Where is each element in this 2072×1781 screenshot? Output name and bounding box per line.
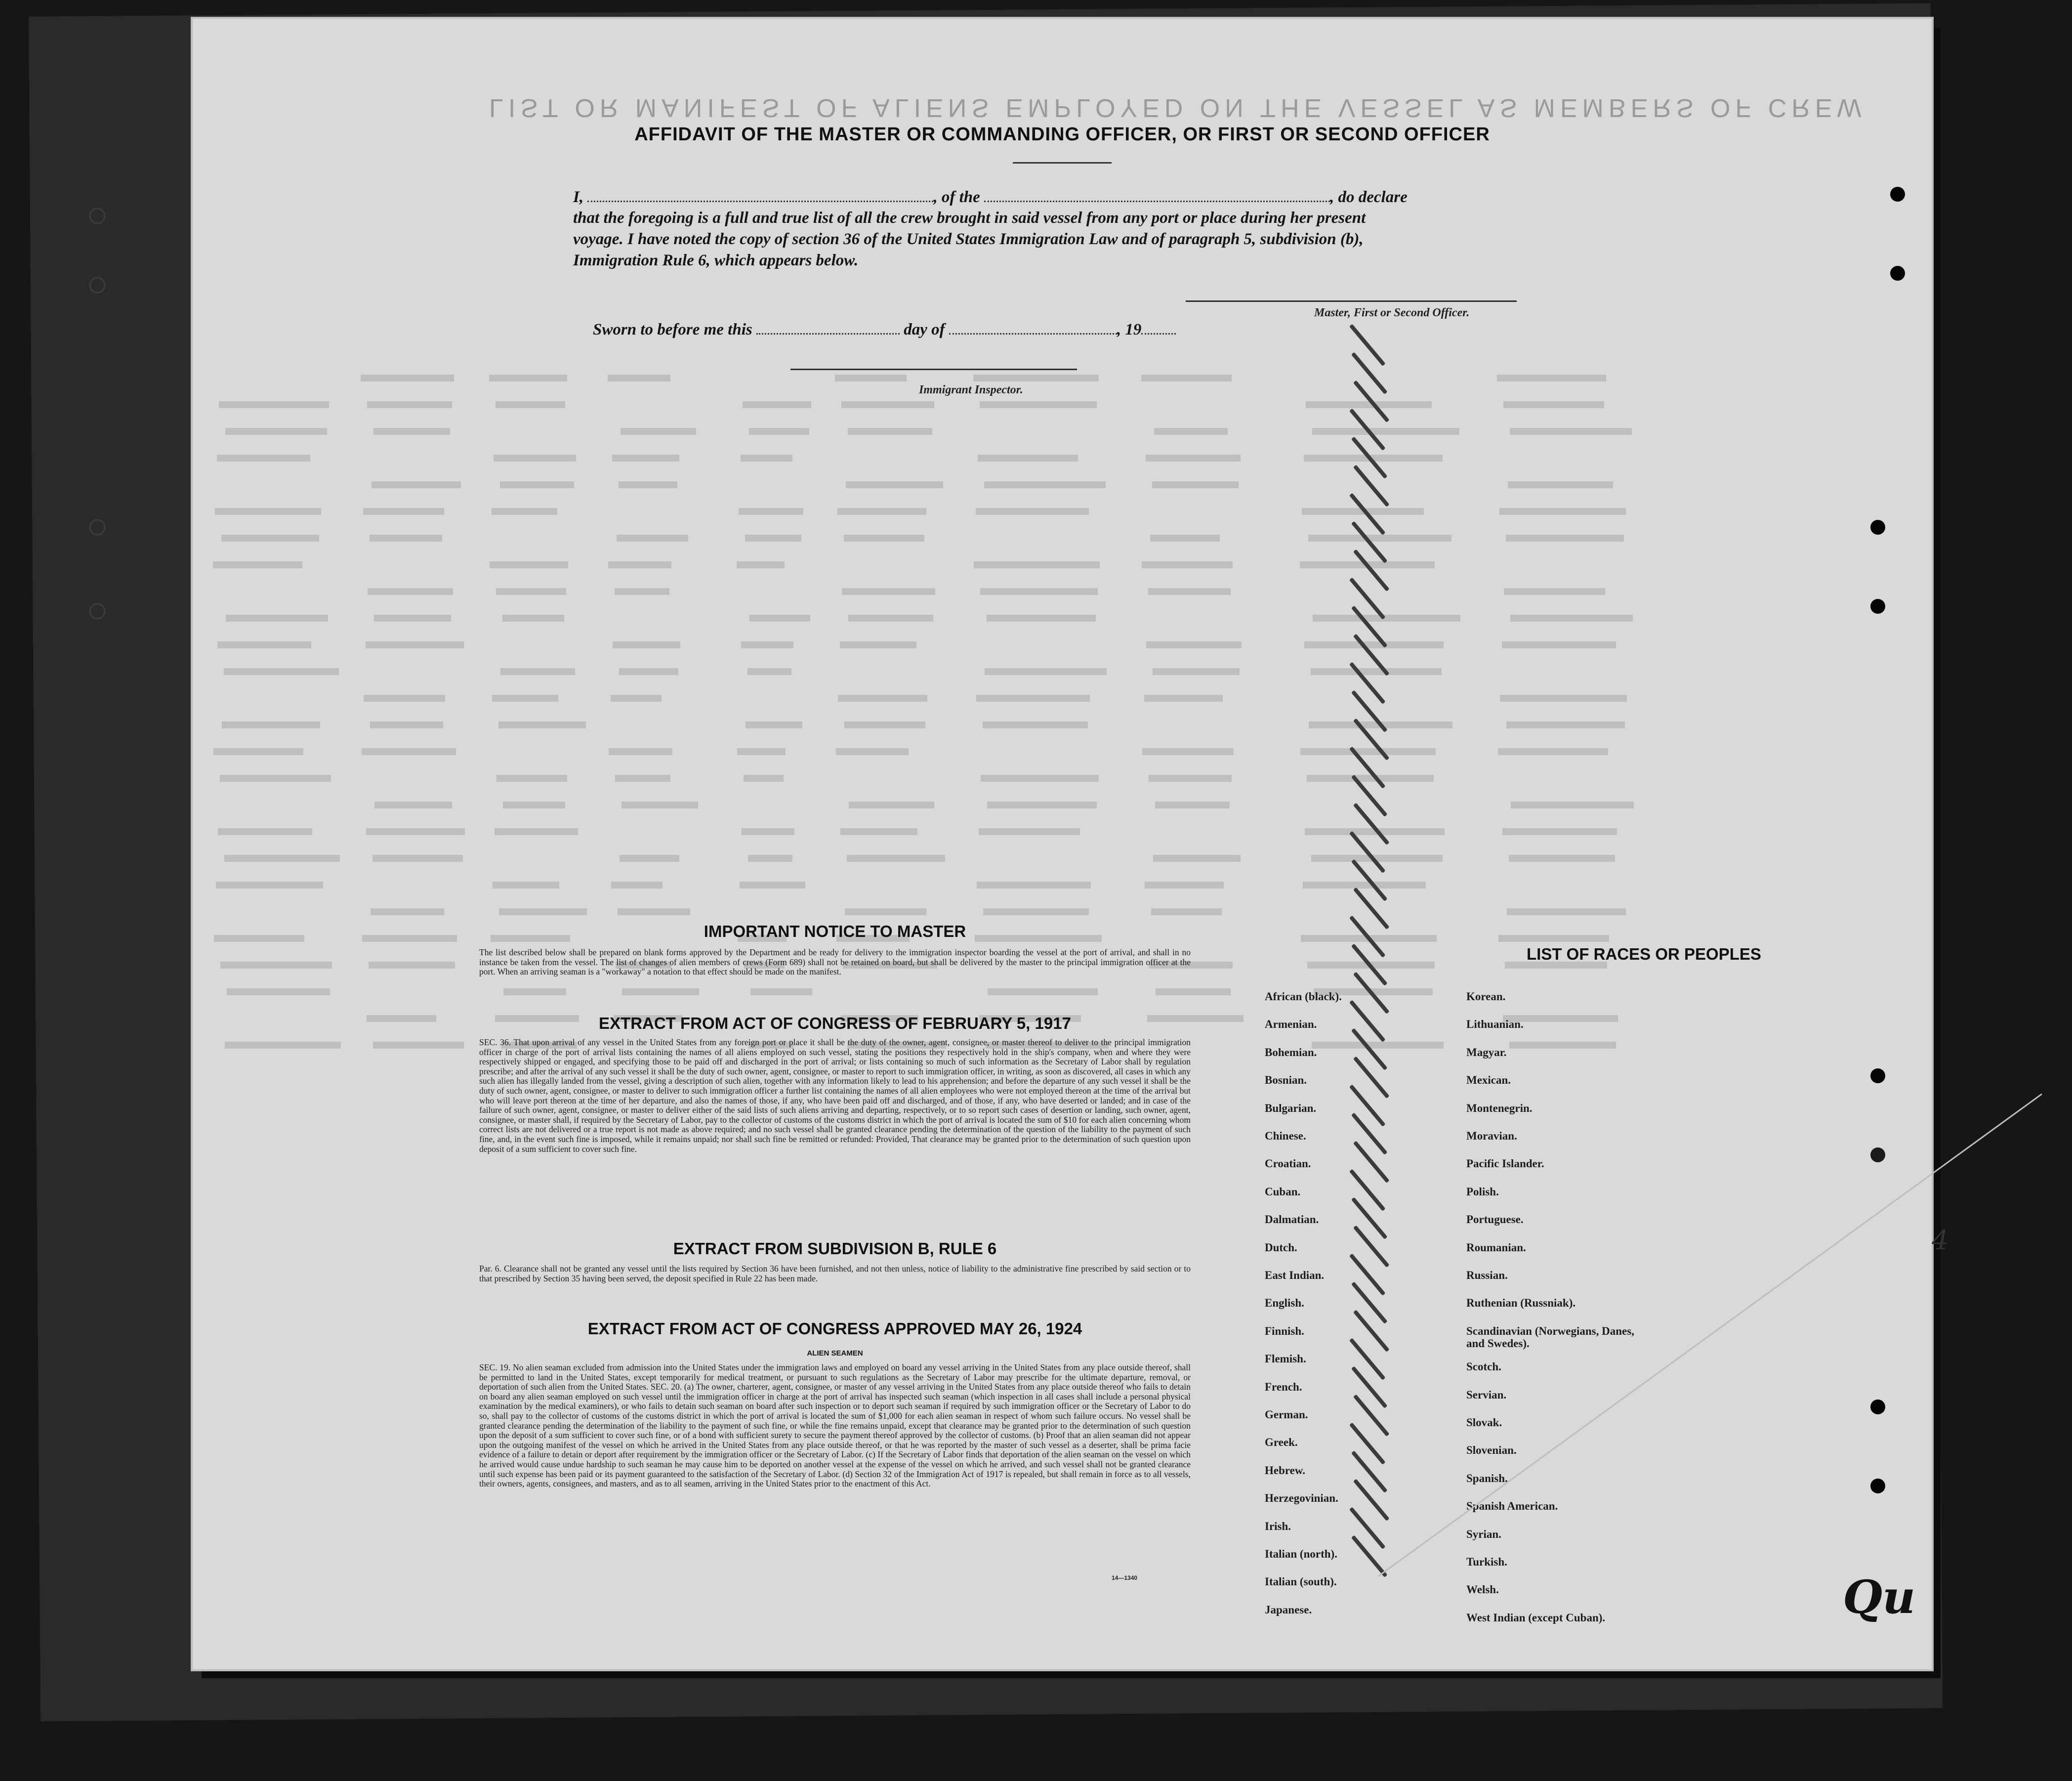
punch-hole <box>1870 1147 1885 1162</box>
under-page-ring <box>89 277 106 294</box>
bleed-mark <box>499 908 587 915</box>
bleed-mark <box>371 908 444 915</box>
bleed-mark <box>981 775 1099 782</box>
race-item: Chinese. <box>1265 1130 1306 1142</box>
punch-hole <box>1870 1399 1885 1414</box>
bleed-mark <box>503 988 566 995</box>
bleed-mark <box>497 775 567 782</box>
race-item: French. <box>1265 1380 1302 1393</box>
bleed-mark <box>976 508 1089 515</box>
bleed-mark <box>974 561 1100 568</box>
bleed-mark <box>489 375 567 382</box>
extract-1924-title: EXTRACT FROM ACT OF CONGRESS APPROVED MAY 26, 1924 <box>587 1319 1082 1338</box>
master-caption: Master, First or Second Officer. <box>1314 306 1470 319</box>
bleed-mark <box>842 588 935 595</box>
bleed-mark <box>370 535 442 542</box>
bleed-mark <box>362 935 457 942</box>
bleed-mark <box>217 455 310 462</box>
bleed-mark <box>1146 641 1242 648</box>
race-item: Bulgarian. <box>1265 1102 1317 1114</box>
race-item: Herzegovinian. <box>1265 1492 1338 1505</box>
bleed-mark <box>496 588 566 595</box>
extract-1917-title: EXTRACT FROM ACT OF CONGRESS OF FEBRUARY 5, 1917 <box>599 1014 1071 1032</box>
bleed-mark <box>741 455 792 462</box>
bleed-mark <box>745 535 801 542</box>
bleed-mark <box>216 882 323 889</box>
sworn-day-blank[interactable] <box>756 319 900 335</box>
affidavit-i: I, <box>573 188 584 206</box>
extract-rule6-body: Par. 6. Clearance shall not be granted any vessel until the lists required by Section 36 have been furnished, and not then unless, notice of liability to the administrative fine prescribed by said section or to that prescribed by Section 35 having been served, the deposit specified in Rule 22 has been made. <box>479 1264 1191 1283</box>
affidavit-title: AFFIDAVIT OF THE MASTER OR COMMANDING OFFICER, OR FIRST OR SECOND OFFICER <box>634 124 1490 145</box>
bleed-mark <box>980 588 1098 595</box>
bleed-mark <box>366 828 465 835</box>
bleed-mark <box>1308 535 1451 542</box>
race-item: Greek. <box>1265 1436 1298 1449</box>
bleed-mark <box>980 401 1097 408</box>
tick-mark <box>1351 859 1388 901</box>
bleed-mark <box>1156 988 1231 995</box>
bleed-mark <box>1499 508 1626 515</box>
notice-title: IMPORTANT NOTICE TO MASTER <box>704 922 966 940</box>
bleed-mark <box>976 695 1090 702</box>
bleed-mark <box>503 802 565 808</box>
punch-hole <box>1890 266 1905 281</box>
race-item: Italian (north). <box>1265 1548 1337 1560</box>
bleed-mark <box>849 802 934 808</box>
sworn-month-blank[interactable] <box>949 319 1117 335</box>
bleed-mark <box>226 615 328 622</box>
bleed-mark <box>492 695 558 702</box>
bleed-mark <box>744 775 784 782</box>
punch-hole <box>1870 520 1885 535</box>
bleed-mark <box>978 455 1078 462</box>
bleed-mark <box>225 1042 341 1049</box>
tick-mark <box>1351 521 1388 563</box>
tick-mark <box>1351 1535 1388 1577</box>
race-item: Bosnian. <box>1265 1074 1307 1087</box>
bleed-mark <box>608 375 670 382</box>
bleed-mark <box>608 561 671 568</box>
race-item: Lithuanian. <box>1466 1018 1524 1031</box>
bleed-mark <box>1142 748 1234 755</box>
affidavit-do-declare: , do declare <box>1330 188 1408 206</box>
punch-hole <box>1870 1479 1885 1493</box>
bleed-mark <box>363 508 444 515</box>
tick-mark <box>1351 1028 1388 1070</box>
bleed-mark <box>987 802 1097 808</box>
race-item: Roumanian. <box>1466 1241 1526 1254</box>
bleed-mark <box>615 775 670 782</box>
tick-mark <box>1351 1281 1388 1324</box>
bleed-mark <box>1504 588 1605 595</box>
bleed-mark <box>1497 375 1606 382</box>
bleed-mark <box>838 695 927 702</box>
margin-mark: 4 <box>1932 1225 1949 1256</box>
bleed-mark <box>221 535 319 542</box>
bleed-mark <box>844 721 925 728</box>
race-item: Portuguese. <box>1466 1213 1524 1226</box>
bleed-mark <box>373 1042 464 1049</box>
bleed-mark <box>374 615 451 622</box>
tick-mark <box>1349 324 1386 366</box>
bleed-mark <box>1151 908 1222 915</box>
race-item: Cuban. <box>1265 1185 1301 1198</box>
tick-mark <box>1351 1450 1388 1493</box>
sworn-prefix: Sworn to before me this <box>593 321 752 339</box>
bleed-mark <box>741 641 793 648</box>
bleed-mark <box>492 508 557 515</box>
bleed-mark <box>1304 641 1444 648</box>
bleed-mark <box>840 828 917 835</box>
manifest-sheet <box>193 19 1949 1669</box>
race-item: Mexican. <box>1466 1074 1511 1087</box>
race-item: English. <box>1265 1297 1304 1310</box>
bleed-mark <box>1306 401 1432 408</box>
bleed-mark <box>502 615 564 622</box>
notice-body: The list described below shall be prepared on blank forms approved by the Department and be ready for delivery to the immigration inspector boarding the vessel at the port of arrival, and shall in no instance be taken from the vessel. The list of changes of alien members of crews (Form 689) shall not be retained on board, but shall be delivered by the master to the principal immigration officer at the port. When an arriving seaman is a "workaway" a notation to that effect should be made on the manifest. <box>479 947 1191 977</box>
bleed-mark <box>837 508 926 515</box>
bleed-mark <box>742 828 794 835</box>
extract-1917-body: SEC. 36. That upon arrival of any vessel in the United States from any foreign port or place it shall be the duty of the owner, agent, consignee, or master thereof to deliver to the principal immigration officer in charge of the port of arrival lists containing the names of all aliens employed on such vessel, stating the positions they respectively hold in the ship's company, when and where they were respectively shipped or engaged, and specifying those to be paid off and discharged in the port of arrival; or lists containing so much of such information as the Secretary of Labor shall by regulation prescribe; and after the arrival of any such vessel it shall be the duty of such owner, agent, consignee, or master to report to such immigration officer, in writing, as soon as discovered, all cases in which any such alien has illegally landed from the vessel, giving a description of such alien, together with any information likely to lead to his apprehension; and before the departure of any such vessel it shall be the duty of such owner, agent, consignee, or master to deliver to such immigration officer a further list containing the names of all alien employees who were not employed thereon at the time of the arrival but who will leave port thereon at the time of her departure, and also the names of those, if any, who have been paid off and discharged, and of those, if any, who have deserted or landed; and in case of the failure of such owner, agent, consignee, or master to deliver either of the said lists of such aliens arriving and departing, respectively, or to so report such cases of desertion or landing, such owner, agent, consignee, or master shall, if required by the Secretary of Labor, pay to the collector of customs of the customs district in which the port of arrival is located the sum of $10 for each alien concerning whom correct lists are not delivered or a true report is not made as above required; and no such vessel shall be granted clearance pending the determination of the question of the liability to the payment of such fine, and, in the event such fine is imposed, while it remains unpaid; nor shall such fine be remitted or refunded: Provided, That clearance may be granted prior to the determination of such question upon deposit of a sum sufficient to cover such fine. <box>479 1037 1191 1154</box>
race-item: Magyar. <box>1466 1046 1507 1059</box>
bleed-mark <box>1503 401 1604 408</box>
bleed-mark <box>750 988 812 995</box>
race-item: Montenegrin. <box>1466 1102 1533 1114</box>
bleed-mark <box>215 508 321 515</box>
bleed-mark <box>611 882 663 889</box>
bleed-mark <box>749 428 809 435</box>
bleed-mark <box>749 615 810 622</box>
race-item: Spanish American. <box>1466 1500 1558 1513</box>
bleed-mark <box>835 375 907 382</box>
bleed-mark <box>213 748 303 755</box>
race-item: Polish. <box>1466 1185 1499 1198</box>
race-item: Syrian. <box>1466 1527 1501 1540</box>
bleed-mark <box>844 535 924 542</box>
bleed-mark <box>836 748 909 755</box>
bleed-mark <box>225 428 327 435</box>
race-item: Scotch. <box>1466 1360 1501 1373</box>
bleed-mark <box>1152 481 1239 488</box>
bleed-mark <box>845 908 926 915</box>
bleed-mark <box>618 908 690 915</box>
bleed-mark <box>619 481 677 488</box>
bleed-mark <box>979 828 1080 835</box>
bleed-mark <box>361 375 454 382</box>
bleed-mark <box>219 401 329 408</box>
race-item: Ruthenian (Russniak). <box>1466 1297 1576 1310</box>
bleed-mark <box>848 428 932 435</box>
bleed-mark <box>214 935 304 942</box>
bleed-mark <box>368 588 453 595</box>
race-item: Armenian. <box>1265 1018 1317 1031</box>
bleed-mark <box>1506 721 1625 728</box>
bleed-mark <box>743 401 811 408</box>
bleed-mark <box>1300 748 1436 755</box>
races-title: LIST OF RACES OR PEOPLES <box>1527 945 1761 963</box>
race-item: Servian. <box>1466 1388 1507 1401</box>
bleed-mark <box>362 748 456 755</box>
bleed-mark <box>619 668 678 675</box>
race-item: Croatian. <box>1265 1157 1311 1170</box>
sworn-year: , 19 <box>1117 321 1142 339</box>
bleed-mark <box>846 481 943 488</box>
race-item: Irish. <box>1265 1520 1291 1532</box>
sworn-day-of: day of <box>904 321 945 339</box>
bleed-mark <box>613 641 680 648</box>
bleed-mark <box>495 828 578 835</box>
bleed-mark <box>620 855 679 862</box>
bleed-mark <box>227 988 330 995</box>
bleed-mark <box>747 668 791 675</box>
bleed-mark <box>622 988 699 995</box>
bleed-mark <box>739 508 803 515</box>
inspector-caption: Immigrant Inspector. <box>919 383 1023 396</box>
bleed-mark <box>1506 535 1624 542</box>
bleed-mark <box>1510 428 1632 435</box>
bleed-mark <box>493 882 559 889</box>
bleed-mark <box>737 561 785 568</box>
bleed-mark <box>1146 455 1241 462</box>
bleed-mark <box>1509 1042 1616 1049</box>
bleed-mark <box>490 561 568 568</box>
bleed-mark <box>1312 428 1459 435</box>
under-page-ring <box>89 519 106 536</box>
bleed-mark <box>366 641 464 648</box>
race-item: Turkish. <box>1466 1556 1507 1568</box>
race-item: Moravian. <box>1466 1130 1517 1142</box>
bleed-mark <box>1311 668 1442 675</box>
bleed-mark <box>748 855 792 862</box>
bleed-mark <box>612 455 679 462</box>
bleed-mark <box>498 721 586 728</box>
race-item: Hebrew. <box>1265 1464 1305 1477</box>
bleed-mark <box>984 481 1106 488</box>
affidavit-line-4: Immigration Rule 6, which appears below. <box>573 252 859 269</box>
bleed-mark <box>841 401 934 408</box>
bleed-mark <box>988 988 1098 995</box>
bleed-mark <box>367 1015 436 1022</box>
bleed-mark <box>1141 375 1232 382</box>
race-item: Finnish. <box>1265 1324 1304 1337</box>
bleed-mark <box>840 641 916 648</box>
bleed-mark <box>374 802 452 808</box>
extract-1924-body: SEC. 19. No alien seaman excluded from admission into the United States under the immigration laws and employed on board any vessel arriving in the United States from any place outside thereof, shall be permitted to land in the United States, except temporarily for medical treatment, or pursuant to such regulations as the Secretary of Labor may prescribe for the ultimate departure, removal, or deportation of such alien from the United States. SEC. 20. (a) The owner, charterer, agent, consignee, or master of any vessel arriving in the United States from any place outside thereof who fails to detain on board any alien seaman employed on such vessel until the immigration officer in charge at the port of arrival has inspected such seaman (which inspection in all cases shall include a personal physical examination by the medical examiners), or who fails to detain such seaman on board after such inspection or to deport such seaman if required by such immigration officer or the Secretary of Labor to do so, shall pay to the collector of customs of the customs district in which the port of arrival is located the sum of $1,000 for each alien seaman in respect of whom such failure occurs. No vessel shall be granted clearance pending the determination of the liability to the payment of such fine, or while the fine remains unpaid, except that clearance may be granted prior to the determination of such question upon the deposit of a sum sufficient to cover such fine, or of a bond with sufficient surety to secure the payment thereof approved by the collector of customs. (b) Proof that an alien seaman did not appear upon the outgoing manifest of the vessel on which he arrived in the United States from any place outside thereof, or that he was reported by the master of such vessel as a deserter, shall be prima facie evidence of a failure to detain or deport after requirement by the immigration officer or the Secretary of Labor. (c) If the Secretary of Labor finds that deportation of the alien seaman on the vessel on which he arrived would cause undue hardship to such seaman he may cause him to be deported on another vessel at the expense of the vessel on which he arrived, and such vessel shall not be granted clearance until such expense has been paid or its payment guaranteed to the satisfaction of the Secretary of Labor. (d) Section 32 of the Immigration Act of 1917 is repealed, but shall remain in force as to all vessels, their owners, agents, consignees, and masters, and as to all seamen, arriving in the United States prior to the enactment of this Act. <box>479 1362 1191 1489</box>
bleed-mark <box>1500 695 1627 702</box>
bleed-mark <box>847 855 945 862</box>
title-rule <box>1013 162 1112 164</box>
bleed-mark <box>1498 935 1609 942</box>
bleed-mark <box>1508 481 1613 488</box>
bleed-mark <box>218 828 312 835</box>
race-item: Flemish. <box>1265 1353 1306 1365</box>
bleed-mark <box>372 481 461 488</box>
bleed-mark <box>1313 615 1460 622</box>
race-item: Russian. <box>1466 1269 1508 1281</box>
affidavit-line-2: that the foregoing is a full and true list of all the crew brought in said vessel from any port or place during her present <box>573 209 1366 227</box>
extract-1924-subtitle: ALIEN SEAMEN <box>807 1349 863 1357</box>
bleed-mark <box>373 855 463 862</box>
corner-mark: Qu <box>1843 1570 1916 1624</box>
vessel-blank[interactable] <box>984 187 1330 202</box>
inspector-signature-line[interactable] <box>790 369 1077 370</box>
master-signature-line[interactable] <box>1186 300 1517 302</box>
punch-hole <box>1870 1068 1885 1083</box>
bleed-mark <box>1153 668 1240 675</box>
bleed-mark <box>224 668 339 675</box>
bleed-mark <box>500 481 574 488</box>
bleed-mark <box>373 428 450 435</box>
race-item: Dutch. <box>1265 1241 1297 1254</box>
bleed-mark <box>1145 882 1224 889</box>
bleed-mark <box>1312 1042 1444 1049</box>
bleed-mark <box>1498 748 1608 755</box>
race-item: German. <box>1265 1408 1308 1421</box>
name-blank[interactable] <box>587 187 933 202</box>
bleed-mark <box>1509 855 1615 862</box>
bleed-mark <box>848 615 933 622</box>
bleed-mark <box>224 855 340 862</box>
extract-rule6-title: EXTRACT FROM SUBDIVISION B, RULE 6 <box>673 1239 997 1258</box>
tick-mark <box>1351 1366 1388 1408</box>
race-item: Slovak. <box>1466 1416 1502 1429</box>
bleed-mark <box>1507 908 1626 915</box>
punch-hole <box>1870 599 1885 614</box>
bleed-mark <box>369 962 455 969</box>
punch-hole <box>1890 187 1905 202</box>
tick-mark <box>1351 1112 1388 1155</box>
bleed-mark <box>611 695 662 702</box>
race-item: Japanese. <box>1265 1603 1312 1616</box>
bleed-mark <box>217 641 311 648</box>
bleed-mark <box>622 802 698 808</box>
bleed-mark <box>740 882 805 889</box>
bleed-mark <box>1502 828 1617 835</box>
race-item: Spanish. <box>1466 1472 1508 1484</box>
bleed-mark <box>496 401 565 408</box>
bleed-mark <box>746 721 802 728</box>
bleed-mark <box>1154 428 1228 435</box>
race-item: East Indian. <box>1265 1269 1325 1281</box>
bleed-mark <box>213 561 302 568</box>
bleed-mark <box>987 615 1096 622</box>
bleed-mark <box>222 721 320 728</box>
affidavit-declaration-line <box>573 187 1408 207</box>
race-item: Dalmatian. <box>1265 1213 1319 1226</box>
bleed-mark <box>367 401 452 408</box>
bleed-mark <box>1307 775 1434 782</box>
bleed-mark <box>220 962 332 969</box>
race-item: Welsh. <box>1466 1583 1499 1596</box>
bleed-mark <box>1150 535 1220 542</box>
bleed-mark <box>1142 561 1233 568</box>
bleed-mark <box>1303 882 1426 889</box>
bleed-mark <box>1155 802 1230 808</box>
form-number: 14—1340 <box>1112 1574 1138 1581</box>
bleed-mark <box>621 428 696 435</box>
bleed-mark <box>977 882 1091 889</box>
race-item: Bohemian. <box>1265 1046 1317 1059</box>
bleed-mark <box>1511 802 1634 808</box>
race-item: Slovenian. <box>1466 1444 1517 1457</box>
race-item: Italian (south). <box>1265 1575 1337 1588</box>
bleed-mark <box>1502 641 1616 648</box>
bleed-mark <box>985 668 1107 675</box>
race-item: African (black). <box>1265 990 1342 1003</box>
bleed-mark <box>500 668 575 675</box>
bleed-mark <box>1144 695 1223 702</box>
affidavit-of-the: , of the <box>933 188 980 206</box>
race-item: Scandinavian (Norwegians, Danes, and Swedes). <box>1466 1324 1634 1350</box>
bleed-mark <box>737 748 786 755</box>
tick-mark <box>1351 352 1388 394</box>
bleed-mark <box>983 721 1088 728</box>
bleed-mark <box>370 721 443 728</box>
bleed-mark <box>1148 588 1231 595</box>
race-item: Pacific Islander. <box>1466 1157 1544 1170</box>
tick-mark <box>1351 1197 1388 1239</box>
bleed-through-header: LIST OR MANIFEST OF ALIENS EMPLOYED ON THE VESSEL AS MEMBERS OF CREW <box>489 93 1866 122</box>
sworn-year-blank[interactable] <box>1141 319 1176 335</box>
under-page-ring <box>89 208 106 224</box>
bleed-mark <box>617 535 688 542</box>
bleed-mark <box>983 908 1089 915</box>
bleed-mark <box>609 748 672 755</box>
bleed-mark <box>615 588 669 595</box>
sworn-line <box>593 319 1176 339</box>
bleed-mark <box>220 775 331 782</box>
bleed-mark <box>1510 615 1633 622</box>
affidavit-line-3: voyage. I have noted the copy of section 36 of the United States Immigration Law and of paragraph 5, subdivision (b), <box>573 230 1364 248</box>
bleed-mark <box>1149 775 1232 782</box>
race-item: Korean. <box>1466 990 1506 1003</box>
under-page-ring <box>89 603 106 620</box>
bleed-mark <box>973 375 1099 382</box>
bleed-mark <box>1153 855 1241 862</box>
bleed-mark <box>364 695 445 702</box>
race-item: West Indian (except Cuban). <box>1466 1611 1606 1624</box>
bleed-mark <box>494 455 576 462</box>
